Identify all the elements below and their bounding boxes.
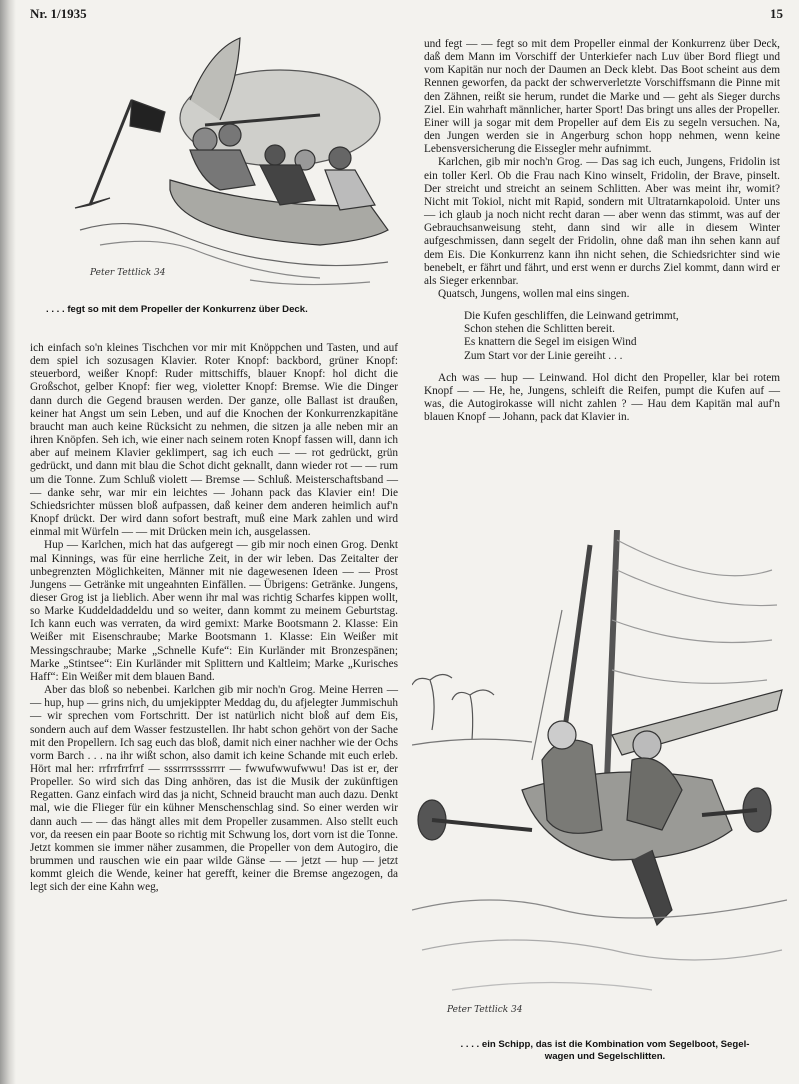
verse-line: Es knattern die Segel im eisigen Wind	[464, 336, 637, 349]
figure-caption-ice-yacht	[424, 1039, 786, 1063]
figure-caption-propeller: . . . . fegt so mit dem Propeller der Konkurrenz über Deck.	[46, 304, 308, 315]
verse-line: Schon stehen die Schlitten bereit.	[464, 323, 615, 336]
caption-line: wagen und Segelschlitten.	[544, 1051, 666, 1062]
illustration-signature: Peter Tettlick 34	[447, 1005, 523, 1015]
propeller-boat-drawing	[70, 30, 390, 292]
ice-yacht-drawing	[412, 530, 787, 1035]
illustration-propeller-boat	[70, 30, 390, 292]
paragraph: und fegt — — fegt so mit dem Propeller einmal der Konkurrenz über Deck, daß dem Mann im Vorschiff der Unterkiefer nach Luv über Bord fliegt und vom Kapitän nur noch der Daumen an Deck klebt. Das Boot scheint aus dem Rennen geworfen, da packt der schwerverletzte Vorschiffsmann die Pinne mit den Zähnen, reißt sie herum, rundet die Marke und — geht als Sieger durchs Ziel. Ein wahrhaft männlicher, harter Sport! Das bringt uns alles der Propeller. Einer will ja sogar mit dem Propeller auf dem Eis zu segeln versuchen. Na, den Jungen werden sie in Angerburg schon hopp nehmen, wenn keine Lebensversicherung die Eissegler mehr aufnimmt.	[424, 38, 780, 156]
paragraph: Hup — Karlchen, mich hat das aufgeregt — gib mir noch einen Grog. Denkt mal Kinnings, was für eine herrliche Zeit, in der wir leben. Das Zeitalter der unbegrenzten Möglichkeiten, Männer mit nie dagewesenen Ideen — — Prost Jungens — Getränke mit ungeahnten Einfällen. — Übrigens: Getränke. Jungens, dieser Grog ist ja lieblich. Aber wenn ihr mal was richtig Scharfes kippen wollt, so Marke Kuddeldaddeldu und so weiter, dann kommt zu meinem Geburtstag. Ich kann euch was verraten, da wird gemixt: Marke Bootsmann 2. Klasse: Ein Weißer mit Eisenschraube; Marke Bootsmann 1. Klasse: Ein Weißer mit Messingschraube; Marke „Schnelle Kufe“: Ein Kurländer mit Bronzespänen; Marke „Stintsee“: Ein Kurländer mit Splittern und Kaltleim; Marke „Kurisches Haff“: Ein Weißer mit dem blauen Band.	[30, 539, 398, 683]
caption-line: . . . . ein Schipp, das ist die Kombination vom Segelboot, Segel-	[460, 1039, 750, 1050]
issue-number: Nr. 1/1935	[30, 6, 87, 21]
paragraph: Aber das bloß so nebenbei. Karlchen gib mir noch'n Grog. Meine Herren — — hup, hup — grins nich, du umjekippter Meddag du, du afjelegter Jummischuh — wir sprechen vom Fortschritt. Der ist natürlich nicht bloß auf dem Eis, sondern auch auf dem Wasser festzustellen. Ihr habt schon gehört von der Sache mit den Propellern. Ich sag euch das bloß, damit nich einer nachher wie der Ochs vorm Barch . . . na ihr wißt schon, also damit ich keine Schande mit euch erleb. Hört mal her: rrfrrfrrfrrf — sssrrrrssssrrrr — fwwufwwufwwu! Das ist er, der Propeller. So wird sich das Ding anhören, das ist die Musik der zukünftigen Regatten. Ganz einfach wird das ja nicht, Schneid braucht man auch dazu. Denkt mal, wie die Flieger für ein kühner Menschenschlag sind. So einer werden wir dann auch — — das hängt alles mit dem Propeller zusammen. Also stellt euch vor, da reesen ein paar Boote so richtig mit Schwung los, dort vorn ist die Tonne. Jetzt kommen sie immer näher zusammen, die Propeller von dem Autogiro, die brummen und rauschen wie ein paar wilde Gänse — — jetzt — hup — jetzt kommt gleich die Wende, keiner hat gerefft, keiner die Bremse angezogen, da legt sich der eine Kahn weg,	[30, 684, 398, 894]
verse-line: Zum Start vor der Linie gereiht . . .	[464, 349, 623, 362]
paragraph: Quatsch, Jungens, wollen mal eins singen.	[438, 287, 630, 300]
illustration-signature: Peter Tettlick 34	[90, 268, 166, 278]
song-verse	[464, 310, 780, 363]
illustration-ice-yacht	[412, 530, 787, 1035]
verse-line: Die Kufen geschliffen, die Leinwand getrimmt,	[464, 310, 679, 323]
page-binding-shadow	[0, 0, 16, 1084]
paragraph: Ach was — hup — Leinwand. Hol dicht den Propeller, klar bei rotem Knopf — — He, he, Jungens, schleift die Reifen, pumpt die Kufen auf — was, die Autogirokasse will nicht zahlen ? — Hau dem Kapitän mal auf'n blauen Knopf — Johann, pack dat Klavier in.	[424, 371, 780, 424]
right-column	[424, 38, 780, 424]
paragraph: ich einfach so'n kleines Tischchen vor mir mit Knöppchen und Tasten, und auf dem spiel ich sozusagen Klavier. Roter Knopf: backbord, grüner Knopf: steuerbord, weißer Knopf: Ruder mittschiffs, blauer Knopf: hol dicht die Großschot, gelber Knopf: fier weg, violetter Knopf: Bremse. Wie die Dinger dann durch die Gegend brausen werden. Der ganze, olle Ballast ist draußen, keiner hat Angst um sein Leben, und auf die Knochen der Konkurrenzkapitäne braucht man auch keine Rücksicht zu nehmen, die sitzen ja alle neben mir an ihren Knöpfen. Seh ich, wie einer nach seinem roten Knopf fassen will, dann ich aber auf meinem Klavier geklimpert, sag ich euch — — rot gedrückt, grün gedrückt, und dann mit blau die Schot dicht geknallt, dann wieder rot — — rum um die Tonne. Zum Schluß violett — Bremse — Schluß. Meisterschaftsband — — danke sehr, war mir ein leichtes — Johann pack das Klavier ein! Die Schiedsrichter müssen bloß aufpassen, daß keiner dem anderen heimlich auf'n Knopf drückt. Der wird dann sofort bestraft, muß eine Mark zahlen und wird einmal mit Würfeln — — mit Drücken mein ich, ausgelassen.	[30, 342, 398, 539]
page-number: 15	[770, 6, 783, 21]
paragraph: Karlchen, gib mir noch'n Grog. — Das sag ich euch, Jungens, Fridolin ist ein toller Kerl. Ob die Frau nach Kino winselt, Fridolin, der Brave, pinselt. Der streicht und streicht an seinem Schlitten. Aber was meint ihr, womit? Nicht mit Tokiol, nicht mit Rapid, sondern mit Ultratarnkapoloid. Unter uns — ich glaub ja noch nicht recht daran — aber wenn das stimmt, was auf der Gebrauchsanweisung steht, dann sind wir alle in diesem Winter aufgeschmissen, dann segelt der Fridolin, ohne daß man ihn sehen kann auf dem Eis. Die Konkurrenz kann ihn nicht sehen, die Schiedsrichter sind wie benebelt, er fährt und fährt, und erst wenn er durchs Ziel kommt, dann wird er als Sieger erkennbar.	[424, 156, 780, 287]
left-column	[30, 342, 398, 895]
